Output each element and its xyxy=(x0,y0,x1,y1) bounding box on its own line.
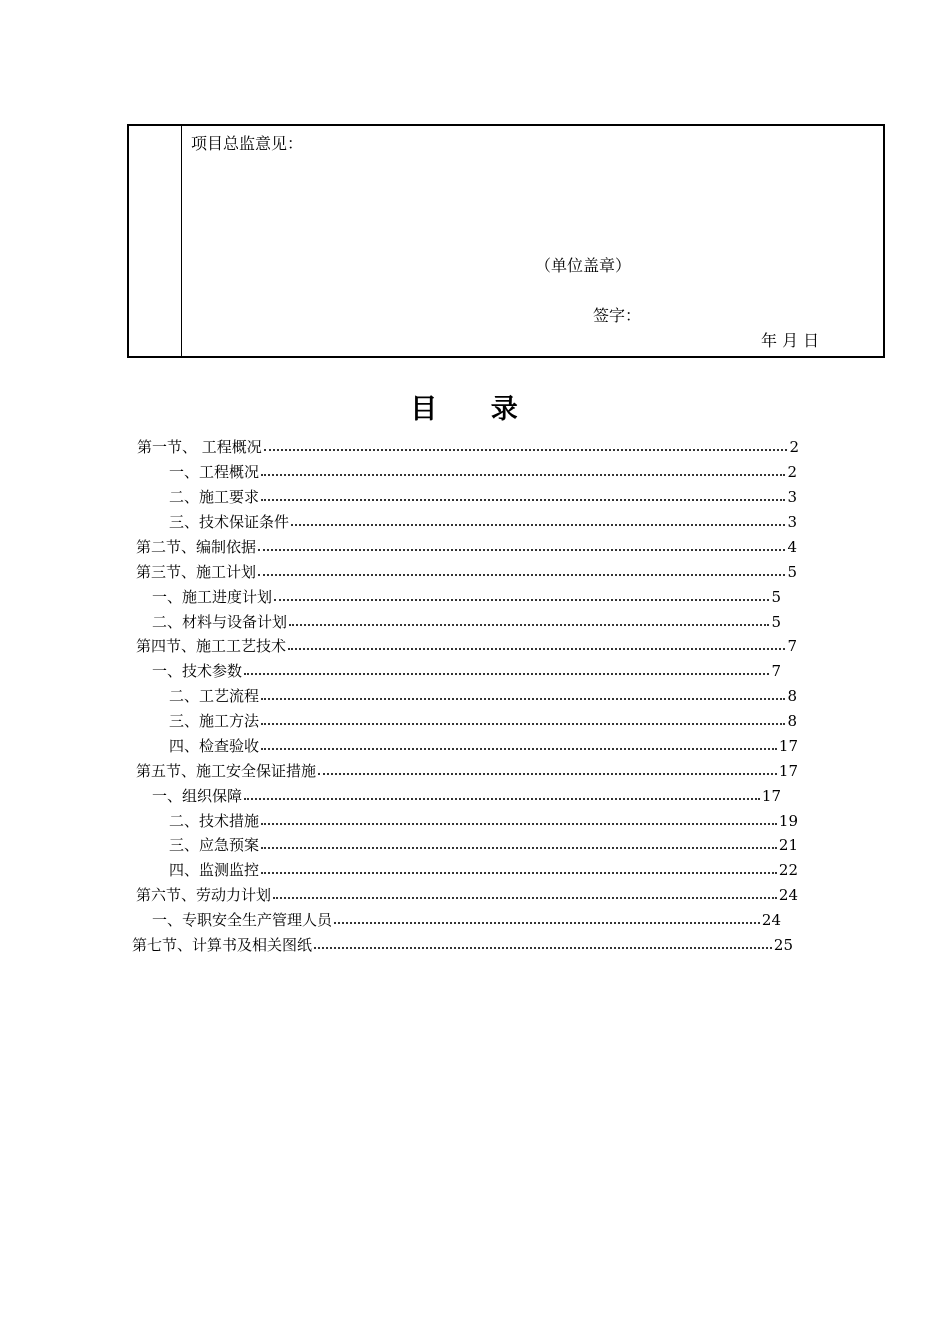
toc-entry-page: 8 xyxy=(787,712,797,730)
toc-entry-label: 一、专职安全生产管理人员 xyxy=(152,911,333,929)
toc-entry[interactable] xyxy=(152,909,781,931)
toc-entry-label: 三、施工方法 xyxy=(169,712,260,730)
toc-entry-label: 第四节、施工工艺技术 xyxy=(136,637,287,655)
toc-entry-page: 22 xyxy=(778,861,798,879)
toc-entry-page: 5 xyxy=(771,613,781,631)
toc-entry[interactable] xyxy=(136,635,797,657)
toc-entry-label: 第七节、计算书及相关图纸 xyxy=(132,936,313,954)
toc-entry[interactable] xyxy=(152,785,781,807)
toc-leader-dots xyxy=(273,883,777,899)
toc-entry[interactable] xyxy=(169,859,798,881)
toc-entry-label: 第六节、劳动力计划 xyxy=(136,886,272,904)
toc-entry-page: 2 xyxy=(789,438,799,456)
toc-entry[interactable] xyxy=(132,934,793,956)
toc-leader-dots xyxy=(244,784,760,800)
toc-entry-page: 4 xyxy=(787,538,797,556)
toc-entry[interactable] xyxy=(169,685,797,707)
toc-entry-page: 17 xyxy=(778,762,798,780)
toc-leader-dots xyxy=(258,560,785,576)
toc-entry[interactable] xyxy=(136,536,797,558)
toc-entry[interactable] xyxy=(152,660,781,682)
toc-entry-page: 3 xyxy=(787,488,797,506)
toc-entry-page: 5 xyxy=(771,588,781,606)
opinion-label: 项目总监意见： xyxy=(191,134,304,153)
toc-entry[interactable] xyxy=(169,511,797,533)
toc-entry-page: 7 xyxy=(771,662,781,680)
toc-leader-dots xyxy=(258,535,785,551)
toc-entry[interactable] xyxy=(152,586,781,608)
toc-entry-label: 第三节、施工计划 xyxy=(136,563,257,581)
toc-leader-dots xyxy=(288,634,785,650)
toc-entry[interactable] xyxy=(169,735,798,757)
toc-entry[interactable] xyxy=(169,461,797,483)
toc-leader-dots xyxy=(334,908,760,924)
toc-leader-dots xyxy=(314,933,772,949)
toc-entry-label: 三、应急预案 xyxy=(169,836,260,854)
toc-leader-dots xyxy=(261,809,777,825)
toc-leader-dots xyxy=(261,858,777,874)
toc-entry-label: 三、技术保证条件 xyxy=(169,513,290,531)
toc-leader-dots xyxy=(274,585,769,601)
toc-entry-label: 二、材料与设备计划 xyxy=(152,613,288,631)
toc-entry-label: 二、施工要求 xyxy=(169,488,260,506)
toc-entry-page: 25 xyxy=(773,936,793,954)
toc-entry-page: 24 xyxy=(761,911,781,929)
toc-entry[interactable] xyxy=(169,810,798,832)
toc-entry-page: 2 xyxy=(787,463,797,481)
toc-leader-dots xyxy=(261,460,785,476)
toc-leader-dots xyxy=(291,510,785,526)
toc-entry[interactable] xyxy=(169,710,797,732)
stamp-label: （单位盖章） xyxy=(535,256,632,275)
date-label: 年 月 日 xyxy=(761,331,820,350)
toc-leader-dots xyxy=(289,610,769,626)
toc-entry-page: 21 xyxy=(778,836,798,854)
toc-leader-dots xyxy=(244,659,769,675)
toc-entry[interactable] xyxy=(152,611,781,633)
toc-entry-page: 7 xyxy=(787,637,797,655)
toc-leader-dots xyxy=(261,833,777,849)
toc-leader-dots xyxy=(261,485,785,501)
toc-entry-label: 第二节、编制依据 xyxy=(136,538,257,556)
toc-entry[interactable] xyxy=(169,834,798,856)
toc-leader-dots xyxy=(261,684,785,700)
toc-entry-label: 二、技术措施 xyxy=(169,812,260,830)
toc-entry-label: 四、监测监控 xyxy=(169,861,260,879)
sign-label: 签字： xyxy=(593,306,642,325)
toc-leader-dots xyxy=(261,734,777,750)
toc-leader-dots xyxy=(261,709,785,725)
toc-entry-label: 一、技术参数 xyxy=(152,662,243,680)
approval-form-box xyxy=(127,124,885,358)
toc-entry-label: 一、组织保障 xyxy=(152,787,243,805)
toc-entry-page: 24 xyxy=(778,886,798,904)
toc-entry-page: 17 xyxy=(778,737,798,755)
toc-leader-dots xyxy=(264,435,788,451)
toc-entry-page: 5 xyxy=(787,563,797,581)
toc-entry-page: 3 xyxy=(787,513,797,531)
toc-entry[interactable] xyxy=(136,561,797,583)
toc-entry-label: 第一节、 工程概况 xyxy=(137,438,262,456)
toc-entry-page: 17 xyxy=(761,787,781,805)
toc-leader-dots xyxy=(318,759,777,775)
toc-entry-label: 二、工艺流程 xyxy=(169,687,260,705)
toc-entry-page: 19 xyxy=(778,812,798,830)
toc-entry-page: 8 xyxy=(787,687,797,705)
toc-entry-label: 四、检查验收 xyxy=(169,737,260,755)
toc-entry[interactable] xyxy=(136,760,798,782)
toc-entry-label: 一、施工进度计划 xyxy=(152,588,273,606)
toc-heading: 目 录 xyxy=(410,394,540,425)
toc-entry[interactable] xyxy=(169,486,797,508)
toc-entry-label: 第五节、施工安全保证措施 xyxy=(136,762,317,780)
form-column-divider xyxy=(181,126,182,356)
toc-entry[interactable] xyxy=(137,436,799,458)
toc-entry-label: 一、工程概况 xyxy=(169,463,260,481)
toc-entry[interactable] xyxy=(136,884,798,906)
